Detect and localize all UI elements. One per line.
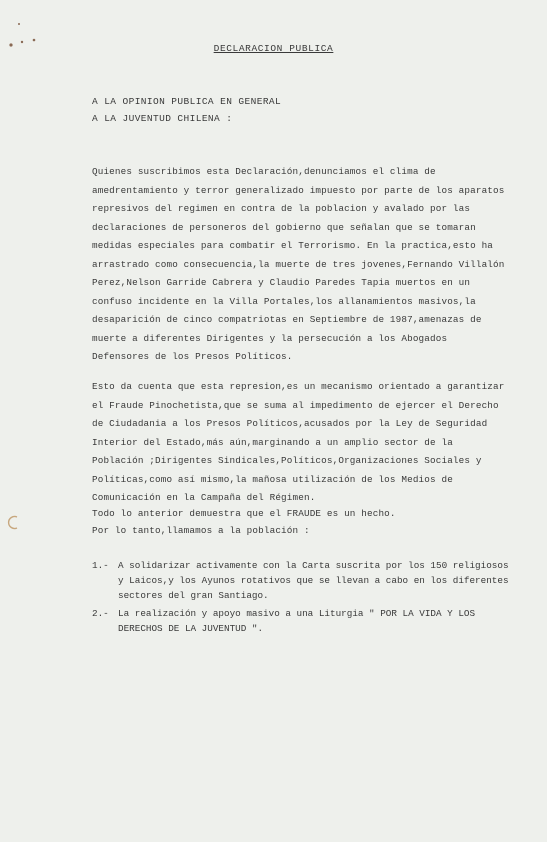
paragraph-denuncia: Quienes suscribimos esta Declaración,denunciamos el clima de amedrentamiento y terror generalizado impuesto por parte de los aparatos represivos del regimen en contra de la poblacion y avalado por las declaraciones de personeros del gobierno que señalan que se tomaran medidas especiales para combatir el Terrorismo. En la practica,esto ha arrastrado como consecuencia,la muerte de tres jovenes,Fernando Villalón Perez,Nelson Garride Cabrera y Claudio Paredes Tapia muertos en un confuso incidente en la Villa Portales,los allanamientos masivos,la desaparición de cinco compatriotas en Septiembre de 1987,amenazas de muerte a diferentes Dirigentes y la persecución a los Abogados Defensores de los Presos Políticos. — [92, 166, 505, 362]
document-title: DECLARACION PUBLICA — [213, 43, 334, 54]
addressee-line-2: A LA JUVENTUD CHILENA : — [92, 113, 233, 124]
list-item — [92, 558, 512, 603]
list-item-text: La realización y apoyo masivo a una Liturgia " POR LA VIDA Y LOS DERECHOS DE LA JUVENTUD ". — [118, 608, 476, 634]
addressee-line-1: A LA OPINION PUBLICA EN GENERAL — [92, 96, 282, 107]
paragraph-llamado: Por lo tanto,llamamos a la población : — [92, 525, 310, 536]
list-item-number: 2.- — [92, 608, 109, 619]
punch-hole-mark — [9, 517, 17, 529]
list-item-text: A solidarizar activamente con la Carta suscrita por los 150 religiosos y Laicos,y los Ayunos rotativos que se llevan a cabo en los diferentes sectores del gran Santiago. — [118, 560, 509, 601]
list-item-number: 1.- — [92, 560, 109, 571]
paragraph-fraude: Todo lo anterior demuestra que el FRAUDE es un hecho. — [92, 508, 396, 519]
list-item — [92, 606, 512, 636]
paragraph-represion: Esto da cuenta que esta represion,es un mecanismo orientado a garantizar el Fraude Pinochetista,que se suma al impedimento de ejercer el Derecho de Ciudadania a los Presos Políticos,acusados por la Ley de Seguridad Interior del Estado,más aún,marginando a un amplio sector de la Población ;Dirigentes Sindicales,Políticos,Organizaciones Sociales y Políticas,como así mismo,la mañosa utilización de los Medios de Comunicación en la Campaña del Régimen. — [92, 381, 505, 503]
